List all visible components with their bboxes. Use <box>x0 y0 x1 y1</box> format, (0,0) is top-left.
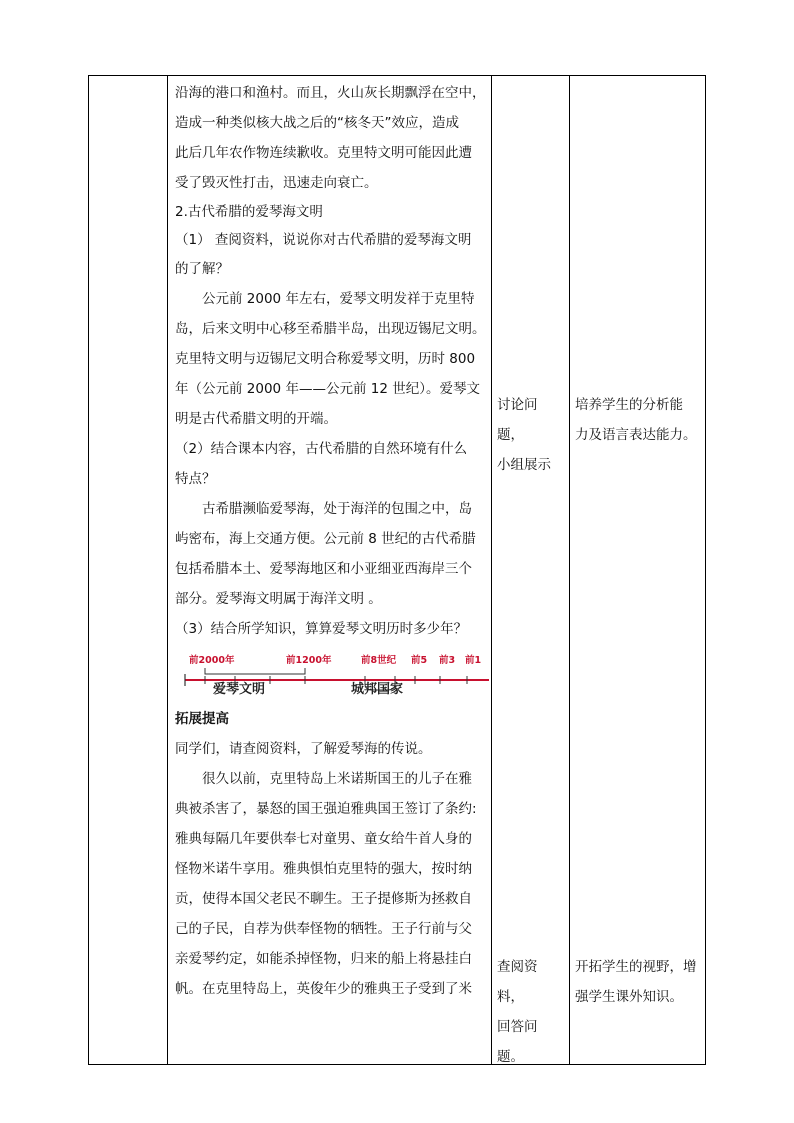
activity-line: 讨论问题， <box>497 397 538 443</box>
legend-text: 典被杀害了，暴怒的国王强迫雅典国王签订了条约: <box>175 801 477 817</box>
design-purpose-1 <box>575 390 703 450</box>
question-2: （2）结合课本内容，古代希腊的自然环境有什么 <box>175 441 468 457</box>
content-line: 屿密布，海上交通方便。公元前 8 世纪的古代希腊 <box>175 531 476 547</box>
column-divider <box>167 76 168 1064</box>
purpose-line: 力及语言表达能力。 <box>575 427 697 443</box>
era-bracket <box>205 668 305 674</box>
answer-1: 公元前 2000 年左右，爱琴文明发祥于克里特 <box>202 291 475 307</box>
legend-text: 帆。在克里特岛上，英俊年少的雅典王子受到了米 <box>175 981 472 997</box>
section-heading: 2.古代希腊的爱琴海文明 <box>175 204 323 220</box>
timeline-era: 城邦国家 <box>351 682 404 697</box>
extension-heading: 拓展提高 <box>175 711 229 727</box>
content-line: 岛，后来文明中心移至希腊半岛，出现迈锡尼文明。 <box>175 321 486 337</box>
answer-2: 古希腊濒临爱琴海，处于海洋的包围之中，岛 <box>202 501 472 517</box>
content-line: 受了毁灭性打击，迅速走向衰亡。 <box>175 175 378 191</box>
design-purpose-2 <box>575 952 703 1012</box>
content-line: 明是古代希腊文明的开端。 <box>175 411 337 427</box>
legend-text: 贡，使得本国父老民不聊生。王子提修斯为拯救自 <box>175 891 472 907</box>
activity-line: 小组展示 <box>497 457 551 473</box>
lesson-table <box>88 75 706 1065</box>
timeline-label: 前5 <box>411 655 428 666</box>
timeline-figure <box>175 646 491 704</box>
timeline-label: 前3 <box>439 655 456 666</box>
question-2-cont: 特点？ <box>175 471 216 487</box>
legend-text: 怪物米诺牛享用。雅典惧怕克里特的强大，按时纳 <box>175 861 472 877</box>
activity-line: 回答问题。 <box>497 1019 538 1065</box>
extension-line: 同学们，请查阅资料，了解爱琴海的传说。 <box>175 741 432 757</box>
student-activity-2 <box>497 952 563 1072</box>
legend-text: 亲爱琴约定，如能杀掉怪物，归来的船上将悬挂白 <box>175 951 472 967</box>
student-activity-1 <box>497 390 563 480</box>
column-divider <box>569 76 570 1064</box>
question-1: （1） 查阅资料，说说你对古代希腊的爱琴海文明 <box>175 232 472 248</box>
legend-text: 很久以前，克里特岛上米诺斯国王的儿子在雅 <box>202 771 472 787</box>
column-divider <box>491 76 492 1064</box>
timeline-label: 前1200年 <box>286 655 332 666</box>
question-1-cont: 的了解？ <box>175 261 229 277</box>
content-line: 沿海的港口和渔村。而且，火山灰长期飘浮在空中， <box>175 85 486 101</box>
content-line: 年（公元前 2000 年——公元前 12 世纪）。爱琴文 <box>175 381 480 397</box>
content-line: 包括希腊本土、爱琴海地区和小亚细亚西海岸三个 <box>175 561 472 577</box>
content-line: 部分。爱琴海文明属于海洋文明 。 <box>175 591 382 607</box>
purpose-line: 强学生课外知识。 <box>575 989 683 1005</box>
timeline-era: 爱琴文明 <box>213 682 266 697</box>
timeline-label: 前2000年 <box>189 655 235 666</box>
question-3: （3）结合所学知识，算算爱琴文明历时多少年？ <box>175 621 468 637</box>
timeline-label: 前8世纪 <box>361 655 397 666</box>
teaching-content-column <box>175 76 491 1004</box>
timeline-label: 前1 <box>465 655 482 666</box>
activity-line: 查阅资料， <box>497 959 538 1005</box>
legend-text: 己的子民，自荐为供奉怪物的牺牲。王子行前与父 <box>175 921 472 937</box>
purpose-line: 开拓学生的视野，增 <box>575 959 697 975</box>
content-line: 克里特文明与迈锡尼文明合称爱琴文明，历时 800 <box>175 351 476 367</box>
purpose-line: 培养学生的分析能 <box>575 397 683 413</box>
legend-text: 雅典每隔几年要供奉七对童男、童女给牛首人身的 <box>175 831 472 847</box>
content-line: 造成一种类似核大战之后的“核冬天”效应，造成 <box>175 115 459 131</box>
content-line: 此后几年农作物连续歉收。克里特文明可能因此遭 <box>175 145 472 161</box>
